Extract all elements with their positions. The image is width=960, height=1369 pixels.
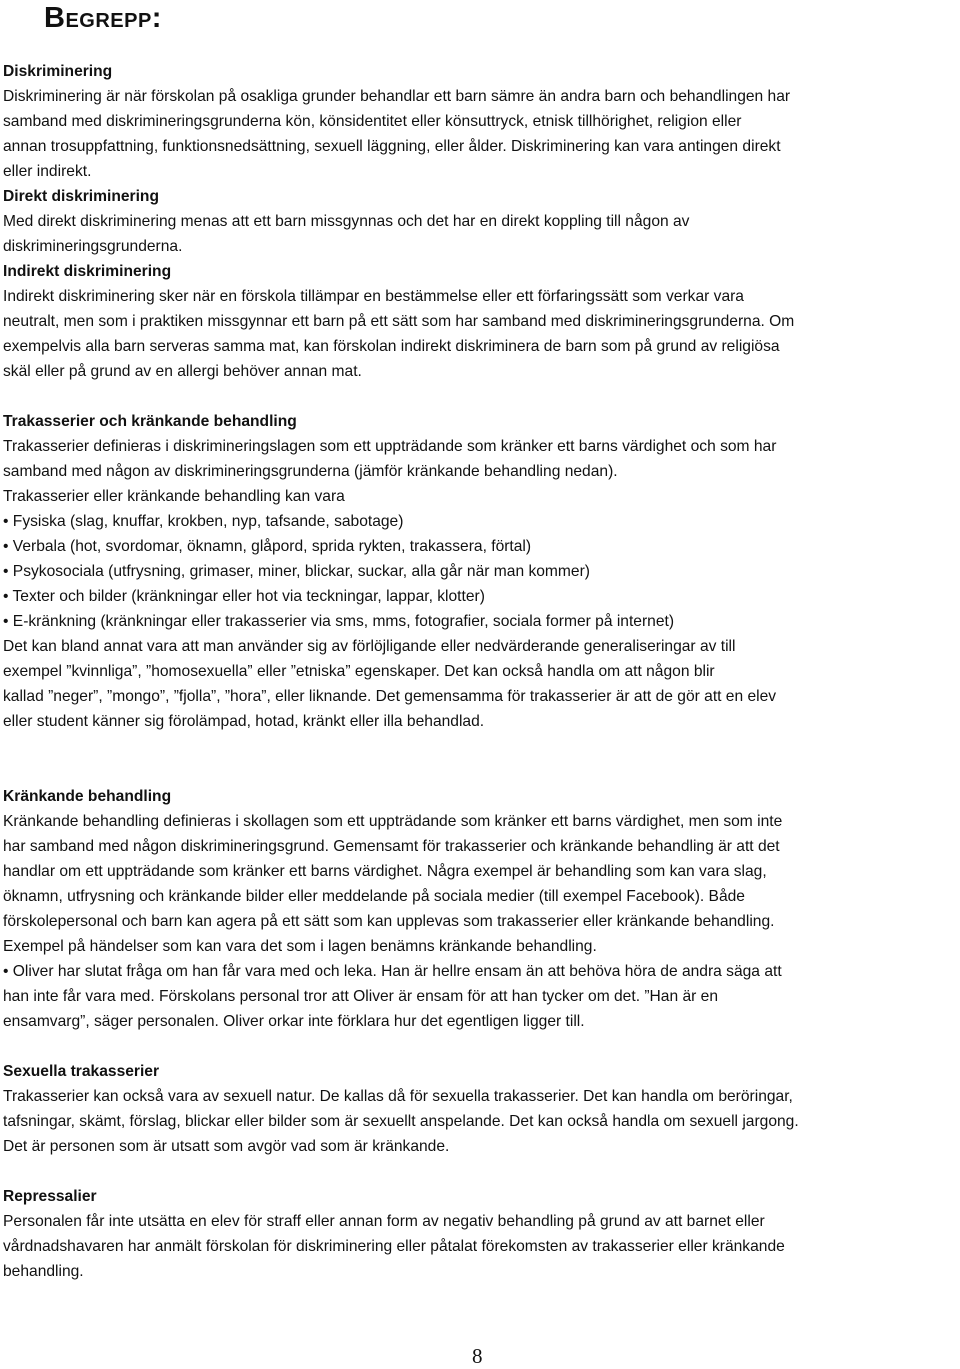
paragraph-line: diskrimineringsgrunderna. bbox=[3, 238, 183, 255]
paragraph-line: neutralt, men som i praktiken missgynnar ett barn på ett sätt som har samband med diskrimineringsgrunderna. Om bbox=[3, 313, 795, 330]
paragraph-line: förskolepersonal och barn kan agera på ett sätt som kan upplevas som trakasserier eller kränkande behandling. bbox=[3, 913, 775, 930]
paragraph-line: Kränkande behandling definieras i skollagen som ett uppträdande som kränker ett barns värdighet, men som inte bbox=[3, 813, 783, 830]
paragraph-line: annan trosuppfattning, funktionsnedsättning, sexuell läggning, eller ålder. Diskriminering kan vara antingen direkt bbox=[3, 138, 781, 155]
paragraph-line: har samband med någon diskrimineringsgrund. Gemensamt för trakasserier och kränkande behandling är att det bbox=[3, 838, 780, 855]
bullet-item: • Verbala (hot, svordomar, öknamn, glåpord, sprida rykten, trakassera, förtal) bbox=[3, 538, 532, 555]
section-diskriminering bbox=[3, 59, 953, 384]
paragraph-line: tafsningar, skämt, förslag, blickar eller bilder som är sexuellt anspelande. Det kan också handla om sexuell jargong. bbox=[3, 1113, 799, 1130]
section-title-diskriminering: Diskriminering bbox=[3, 63, 113, 80]
paragraph-line: kallad ”neger”, ”mongo”, ”fjolla”, ”hora”, eller liknande. Det gemensamma för trakasserier är att de gör att en elev bbox=[3, 688, 777, 705]
paragraph-line: Personalen får inte utsätta en elev för straff eller annan form av negativ behandling på grund av att barnet eller bbox=[3, 1213, 765, 1230]
paragraph-line: samband med diskrimineringsgrunderna kön, könsidentitet eller könsuttryck, etnisk tillhörighet, religion eller bbox=[3, 113, 742, 130]
subsection-title-indirekt: Indirekt diskriminering bbox=[3, 263, 172, 280]
paragraph-line: Trakasserier definieras i diskrimineringslagen som ett uppträdande som kränker ett barns värdighet och som har bbox=[3, 438, 777, 455]
section-trakasserier bbox=[3, 409, 953, 734]
paragraph-line: skäl eller på grund av en allergi behöver annan mat. bbox=[3, 363, 362, 380]
paragraph-line: ensamvarg”, säger personalen. Oliver orkar inte förklara hur det egentligen ligger till. bbox=[3, 1013, 585, 1030]
paragraph-line: vårdnadshavaren har anmält förskolan för diskriminering eller påtalat förekomsten av trakasserier eller kränkande bbox=[3, 1238, 785, 1255]
section-title-krankande: Kränkande behandling bbox=[3, 788, 172, 805]
bullet-item: • Fysiska (slag, knuffar, krokben, nyp, tafsande, sabotage) bbox=[3, 513, 404, 530]
bullet-item: • Texter och bilder (kränkningar eller hot via teckningar, lappar, klotter) bbox=[3, 588, 485, 605]
paragraph-line: samband med någon av diskrimineringsgrunderna (jämför kränkande behandling nedan). bbox=[3, 463, 618, 480]
paragraph-line: Trakasserier kan också vara av sexuell natur. De kallas då för sexuella trakasserier. Det kan handla om beröringar, bbox=[3, 1088, 793, 1105]
section-sexuella-trakasserier bbox=[3, 1059, 953, 1159]
section-title-sexuella: Sexuella trakasserier bbox=[3, 1063, 160, 1080]
paragraph-line: Exempel på händelser som kan vara det som i lagen benämns kränkande behandling. bbox=[3, 938, 597, 955]
paragraph-line: öknamn, utfrysning och kränkande bilder eller meddelande på sociala medier (till exempel Facebook). Både bbox=[3, 888, 745, 905]
paragraph-line: Det kan bland annat vara att man använder sig av förlöjligande eller nedvärderande generaliseringar av till bbox=[3, 638, 736, 655]
paragraph-line: handlar om ett uppträdande som kränker ett barns värdighet. Några exempel är behandling som kan vara slag, bbox=[3, 863, 767, 880]
section-title-trakasserier: Trakasserier och kränkande behandling bbox=[3, 413, 297, 430]
paragraph-line: eller student känner sig förolämpad, hotad, kränkt eller illa behandlad. bbox=[3, 713, 485, 730]
bullet-item: • E-kränkning (kränkningar eller trakasserier via sms, mms, fotografier, sociala former på internet) bbox=[3, 613, 675, 630]
section-krankande-behandling bbox=[3, 784, 953, 1034]
page-number: 8 bbox=[472, 1344, 483, 1368]
bullet-item: • Oliver har slutat fråga om han får vara med och leka. Han är hellre ensam än att behöva höra de andra säga att bbox=[3, 963, 782, 980]
paragraph-line: Med direkt diskriminering menas att ett barn missgynnas och det har en direkt koppling till någon av bbox=[3, 213, 690, 230]
paragraph-line: Trakasserier eller kränkande behandling kan vara bbox=[3, 488, 345, 505]
paragraph-line: Indirekt diskriminering sker när en förskola tillämpar en bestämmelse eller ett förfaringssätt som verkar vara bbox=[3, 288, 744, 305]
paragraph-line: Diskriminering är när förskolan på osakliga grunder behandlar ett barn sämre än andra barn och behandlingen har bbox=[3, 88, 791, 105]
paragraph-line: exempelvis alla barn serveras samma mat, kan förskolan indirekt diskriminera de barn som på grund av religiösa bbox=[3, 338, 780, 355]
paragraph-line: han inte får vara med. Förskolans personal tror att Oliver är ensam för att han tycker om det. ”Han är en bbox=[3, 988, 719, 1005]
paragraph-line: eller indirekt. bbox=[3, 163, 92, 180]
paragraph-line: Det är personen som är utsatt som avgör vad som är kränkande. bbox=[3, 1138, 450, 1155]
paragraph-line: behandling. bbox=[3, 1263, 84, 1280]
section-title-repressalier: Repressalier bbox=[3, 1188, 97, 1205]
paragraph-line: exempel ”kvinnliga”, ”homosexuella” eller ”etniska” egenskaper. Det kan också handla om att någon blir bbox=[3, 663, 715, 680]
page-heading: Begrepp: bbox=[44, 2, 162, 34]
bullet-item: • Psykosociala (utfrysning, grimaser, miner, blickar, suckar, alla går när man kommer) bbox=[3, 563, 590, 580]
section-repressalier bbox=[3, 1184, 953, 1284]
subsection-title-direkt: Direkt diskriminering bbox=[3, 188, 159, 205]
